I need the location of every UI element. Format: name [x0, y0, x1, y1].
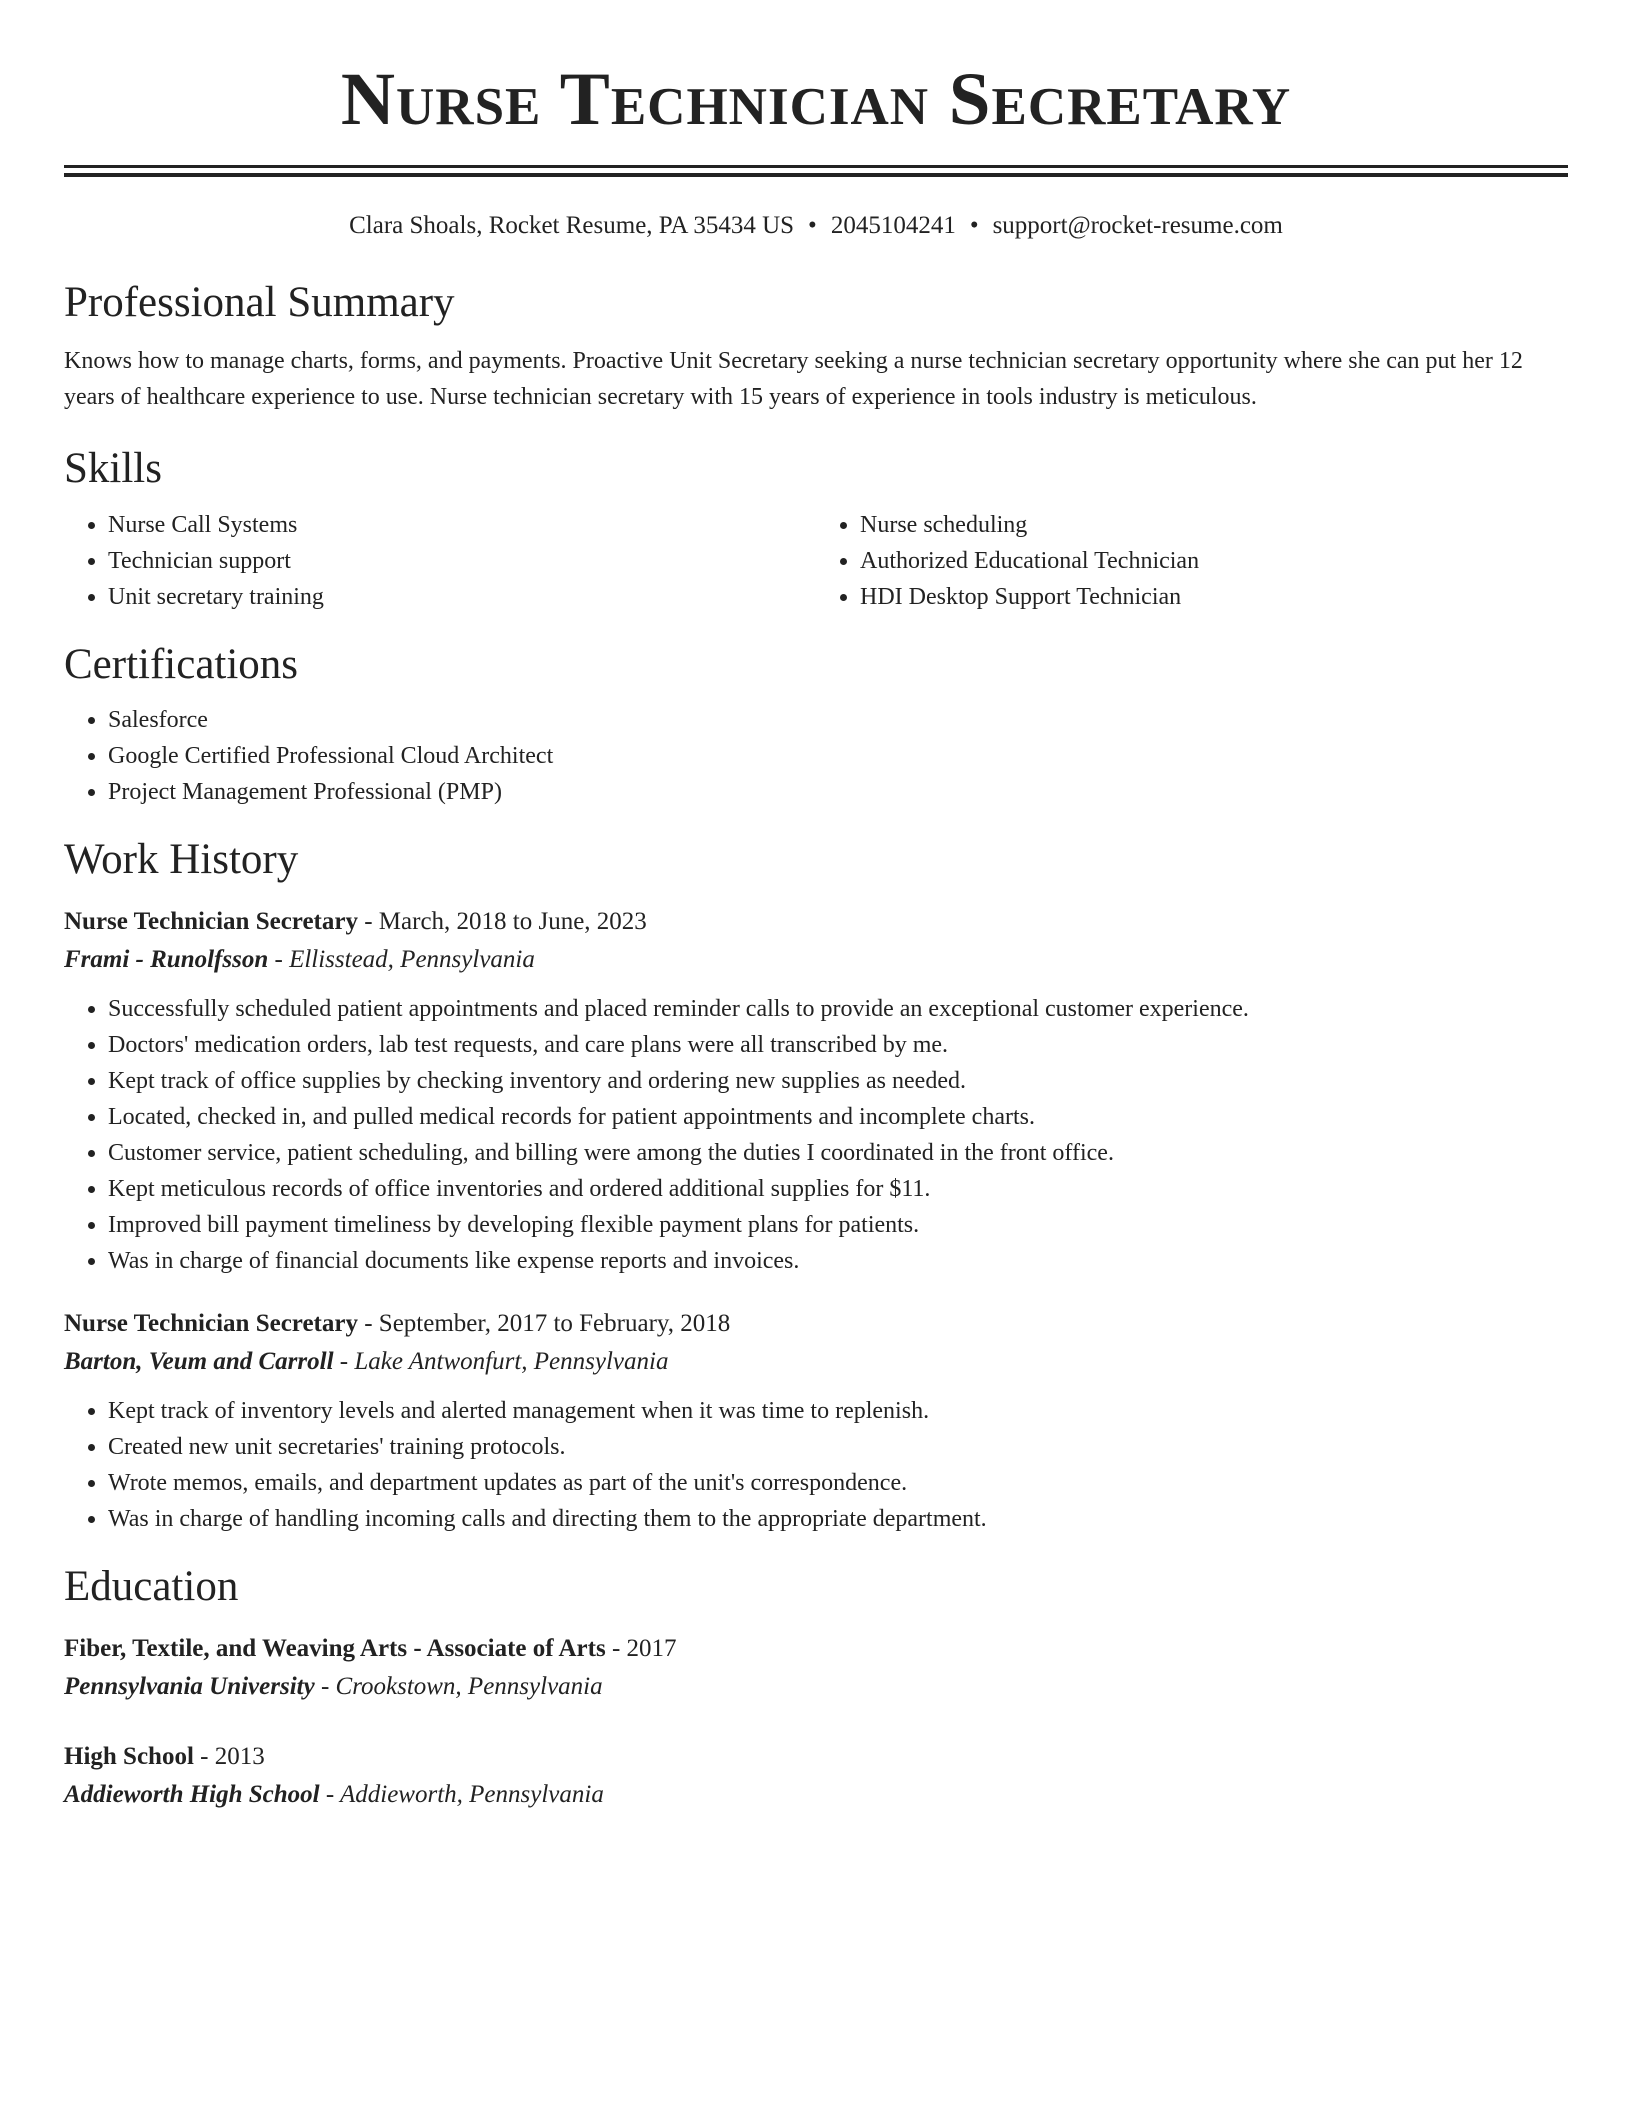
- job-bullet: • Customer service, patient scheduling, and billing were among the duties I coordinated in the front office.: [108, 1135, 1568, 1171]
- job-bullets: [64, 1393, 1568, 1537]
- skill-item: • Nurse Call Systems: [108, 507, 816, 543]
- skills-heading: Skills: [64, 445, 162, 493]
- education-entry: [64, 1630, 1568, 1706]
- job-bullet: • Was in charge of handling incoming calls and directing them to the appropriate department.: [108, 1501, 1568, 1537]
- contact-address: Clara Shoals, Rocket Resume, PA 35434 US: [349, 212, 795, 239]
- certification-item: • Google Certified Professional Cloud Architect: [108, 738, 1568, 774]
- skills-section: [64, 445, 1568, 614]
- contact-phone: 2045104241: [830, 212, 956, 239]
- certifications-heading: Certifications: [64, 640, 299, 688]
- contact-line: [64, 211, 1568, 241]
- skill-item: • Authorized Educational Technician: [860, 543, 1568, 579]
- job-bullets: [64, 991, 1568, 1279]
- education-section: [64, 1563, 1568, 1814]
- job-title-line: [64, 1305, 1568, 1343]
- skills-list-left: [64, 507, 816, 615]
- education-school-line: [64, 1776, 1568, 1814]
- skills-list-right: [816, 507, 1568, 615]
- job-title: Nurse Technician Secretary: [64, 1310, 358, 1338]
- education-school-line: [64, 1668, 1568, 1706]
- contact-email: support@rocket-resume.com: [992, 212, 1283, 239]
- job-title-line: [64, 903, 1568, 941]
- job-bullet: • Doctors' medication orders, lab test requests, and care plans were all transcribed by me.: [108, 1027, 1568, 1063]
- job-employer-line: [64, 1343, 1568, 1381]
- job-bullet: • Was in charge of financial documents like expense reports and invoices.: [108, 1243, 1568, 1279]
- job-dates: - September, 2017 to February, 2018: [357, 1310, 731, 1338]
- contact-separator: •: [969, 212, 979, 239]
- job-bullet: • Improved bill payment timeliness by developing flexible payment plans for patients.: [108, 1207, 1568, 1243]
- education-heading: Education: [64, 1563, 239, 1611]
- education-degree-line: [64, 1630, 1568, 1668]
- certifications-section: [64, 641, 1568, 810]
- job-bullet: • Located, checked in, and pulled medical records for patient appointments and incomplete charts.: [108, 1099, 1568, 1135]
- education-entry: [64, 1738, 1568, 1814]
- job-bullet: • Kept track of inventory levels and alerted management when it was time to replenish.: [108, 1393, 1568, 1429]
- skill-item: • HDI Desktop Support Technician: [860, 579, 1568, 615]
- skill-item: • Nurse scheduling: [860, 507, 1568, 543]
- education-school: Addieworth High School: [64, 1781, 320, 1809]
- summary-heading: Professional Summary: [64, 279, 455, 326]
- job-bullet: • Created new unit secretaries' training protocols.: [108, 1429, 1568, 1465]
- education-year: - 2017: [605, 1635, 677, 1663]
- skills-grid: [64, 507, 1568, 615]
- job-employer-line: [64, 941, 1568, 979]
- education-school: Pennsylvania University: [64, 1673, 315, 1701]
- skill-item: • Technician support: [108, 543, 816, 579]
- job-title: Nurse Technician Secretary: [64, 908, 358, 936]
- education-year: - 2013: [193, 1743, 265, 1771]
- job-employer: Frami - Runolfsson: [64, 946, 269, 974]
- summary-text: Knows how to manage charts, forms, and payments. Proactive Unit Secretary seeking a nurse technician secretary opportunity where she can put her 12 years of healthcare experience to use. Nurse technician secretary with 15 years of experience in tools industry is meticulous.: [64, 348, 1523, 411]
- education-degree: High School: [64, 1743, 194, 1771]
- title-double-rule: [64, 165, 1568, 177]
- certification-item: • Project Management Professional (PMP): [108, 774, 1568, 810]
- job-bullet: • Successfully scheduled patient appointments and placed reminder calls to provide an exceptional customer experience.: [108, 991, 1568, 1027]
- education-degree-line: [64, 1738, 1568, 1776]
- work-section: [64, 836, 1568, 1537]
- job-bullet: • Kept track of office supplies by checking inventory and ordering new supplies as needed.: [108, 1063, 1568, 1099]
- job-employer: Barton, Veum and Carroll: [64, 1348, 334, 1376]
- skill-item: • Unit secretary training: [108, 579, 816, 615]
- education-location: - Crookstown, Pennsylvania: [314, 1673, 603, 1701]
- job-location: - Lake Antwonfurt, Pennsylvania: [333, 1348, 669, 1376]
- job-dates: - March, 2018 to June, 2023: [357, 908, 647, 936]
- job-entry: [64, 903, 1568, 1279]
- summary-section: [64, 279, 1568, 415]
- education-location: - Addieworth, Pennsylvania: [319, 1781, 604, 1809]
- certifications-list: [64, 702, 1568, 810]
- job-bullet: • Kept meticulous records of office inventories and ordered additional supplies for $11.: [108, 1171, 1568, 1207]
- job-bullet: • Wrote memos, emails, and department updates as part of the unit's correspondence.: [108, 1465, 1568, 1501]
- education-degree: Fiber, Textile, and Weaving Arts - Associate of Arts: [64, 1635, 606, 1663]
- certification-item: • Salesforce: [108, 702, 1568, 738]
- contact-separator: •: [808, 212, 817, 239]
- job-location: - Ellisstead, Pennsylvania: [268, 946, 535, 974]
- work-heading: Work History: [64, 835, 299, 883]
- resume-title: Nurse Technician Secretary: [340, 58, 1292, 141]
- job-entry: [64, 1305, 1568, 1537]
